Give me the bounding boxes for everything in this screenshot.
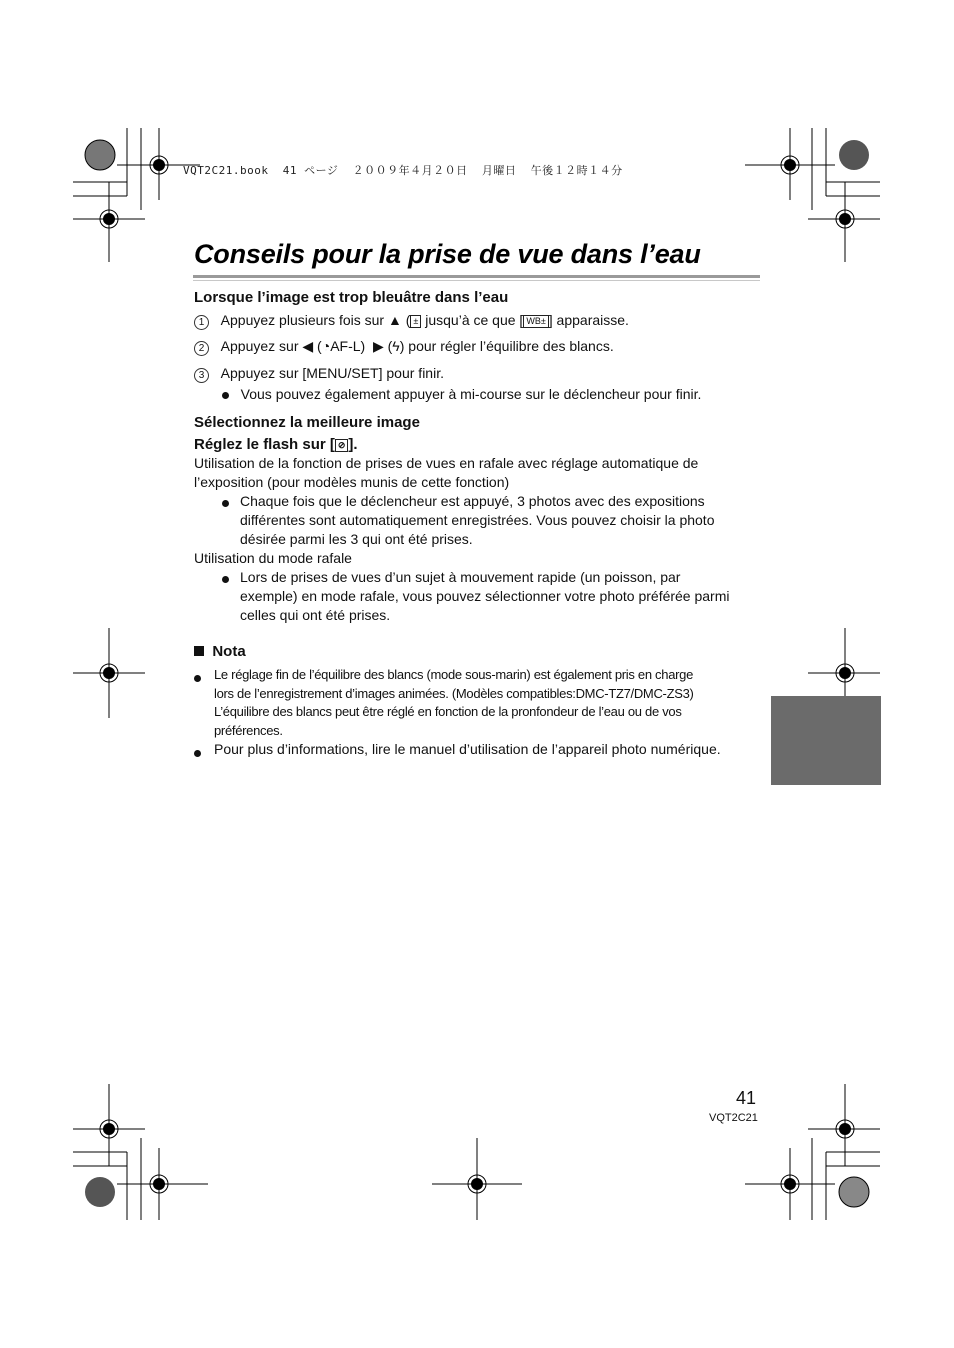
nota-b1-line3: L’équilibre des blancs peut être réglé en fonction de la pronfondeur de l’eau ou de vos: [214, 704, 682, 719]
document-code: VQT2C21: [709, 1112, 758, 1124]
right-arrow-icon: ) ▶ (: [360, 338, 393, 354]
wb-adjust-icon: WB±: [523, 315, 548, 328]
bullet2-line3: celles qui ont été prises.: [240, 607, 391, 623]
nota-label: Nota: [212, 643, 246, 660]
section1-bullet-text: Vous pouvez également appuyer à mi-course sur le déclencheur pour finir.: [240, 386, 702, 402]
step-number-2: 2: [194, 341, 209, 356]
para1-line2: l’exposition (pour modèles munis de cette fonction): [194, 474, 510, 490]
section2-bullet2: [222, 569, 229, 588]
nota-b1-line4: préférences.: [214, 723, 283, 738]
step-1-pre: Appuyez plusieurs fois sur: [220, 312, 388, 328]
nota-b2-text: Pour plus d’informations, lire le manuel d’utilisation de l’appareil photo numérique.: [214, 741, 721, 757]
bullet2-line2: exemple) en mode rafale, vous pouvez sélectionner votre photo préférée parmi: [240, 588, 730, 604]
up-arrow-icon: ▲ (: [387, 312, 411, 328]
nota-bullet2-dot: [194, 744, 201, 762]
file-header: VQT2C21.book 41 ページ ２００９年４月２０日 月曜日 午後１２時１４分: [183, 164, 623, 177]
step-1-end: ] apparaisse.: [548, 312, 629, 328]
self-timer-icon: ◔: [321, 338, 331, 354]
nota-b1-line1: Le réglage fin de l’équilibre des blancs (mode sous-marin) est également pris en charge: [214, 667, 694, 682]
bullet1-line1: Chaque fois que le déclencheur est appuyé, 3 photos avec des expositions: [240, 493, 705, 509]
flash-heading: [194, 436, 358, 453]
step-3-text: Appuyez sur [MENU/SET] pour finir.: [220, 365, 444, 381]
flash-heading-pre: Réglez le flash sur [: [194, 436, 335, 453]
nota-b1-line2: lors de l’enregistrement d’images animées. (Modèles compatibles:DMC-TZ7/DMC-ZS3): [214, 686, 694, 701]
section1-bullet: [222, 385, 701, 404]
square-icon: [194, 646, 204, 656]
exposure-comp-icon: ±: [410, 315, 421, 328]
af-lock-label: AF-L: [330, 338, 361, 354]
step-1-post: jusqu’à ce que [: [421, 312, 524, 328]
bullet-icon: [222, 500, 229, 507]
forced-flash-off-icon: ⊘: [335, 439, 349, 452]
section-heading-best-image: Sélectionnez la meilleure image: [194, 414, 420, 431]
bullet-icon: [222, 392, 229, 399]
left-arrow-icon: ◀ (: [302, 338, 322, 354]
title-rule: [193, 275, 760, 278]
para1-line1: Utilisation de la fonction de prises de vues en rafale avec réglage automatique de: [194, 455, 699, 471]
para2: Utilisation du mode rafale: [194, 550, 352, 566]
step-3: [194, 364, 444, 383]
bullet1-line3: désirée parmi les 3 qui ont été prises.: [240, 531, 473, 547]
bullet-icon: [194, 750, 201, 757]
nota-heading: [194, 643, 246, 660]
section2-bullet1: [222, 493, 229, 512]
step-1: [194, 311, 629, 330]
nota-bullet1-dot: [194, 669, 201, 687]
title-rule-thin: [193, 280, 760, 281]
section-heading-bluish: Lorsque l’image est trop bleuâtre dans l’eau: [194, 289, 509, 306]
step-number-3: 3: [194, 368, 209, 383]
bullet-icon: [222, 576, 229, 583]
step-2: 2 Appuyez sur ◀ (◔AF-L) ▶ (ϟ) pour régler l’équilibre des blancs.: [194, 337, 614, 356]
bullet-icon: [194, 675, 201, 682]
chapter-side-tab: [771, 696, 881, 785]
flash-icon: ϟ: [392, 338, 400, 354]
page-number: 41: [736, 1088, 757, 1108]
bullet2-line1: Lors de prises de vues d’un sujet à mouvement rapide (un poisson, par: [240, 569, 681, 585]
step-2-pre: Appuyez sur: [220, 338, 303, 354]
step-2-post: pour régler l’équilibre des blancs.: [404, 338, 614, 354]
bullet1-line2: différentes sont automatiquement enregistrées. Vous pouvez choisir la photo: [240, 512, 715, 528]
page-title: Conseils pour la prise de vue dans l’eau: [194, 239, 701, 269]
step-number-1: 1: [194, 315, 209, 330]
flash-heading-post: ].: [348, 436, 358, 453]
